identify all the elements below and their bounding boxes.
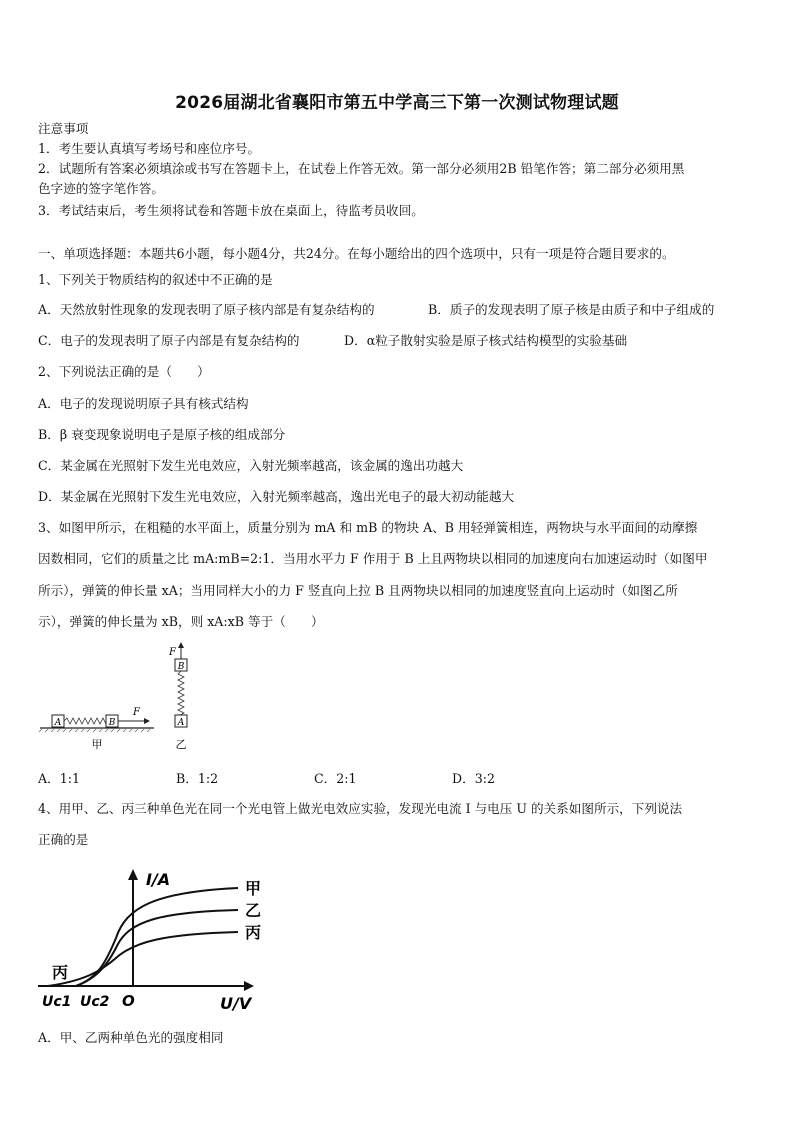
q3-option-c: C．2:1: [314, 771, 357, 786]
notice-item: 1．考生要认真填写考场号和座位序号。: [38, 141, 261, 156]
curve-label-bing-left: 丙: [52, 963, 69, 982]
curve-label-jia: 甲: [245, 879, 262, 898]
notice-item: 2．试题所有答案必须填涂或书写在答题卡上，在试卷上作答无效。第一部分必须用2B 铅笔作答；第二部分必须用黑: [38, 161, 685, 176]
question-1-stem: 1、下列关于物质结构的叙述中不正确的是: [38, 272, 273, 287]
photocurrent-graph: [38, 866, 278, 1016]
curve-label-bing: 丙: [245, 923, 262, 942]
question-4-line-2: 正确的是: [38, 832, 89, 847]
spring-horizontal: [64, 718, 109, 724]
figure-label-jia: 甲: [91, 738, 103, 751]
block-a-label: A: [54, 718, 62, 728]
question-4-line-1: 4、用甲、乙、丙三种单色光在同一个光电管上做光电效应实验，发现光电流 I 与电压 U 的关系如图所示，下列说法: [38, 801, 683, 816]
q1-option-b: B．质子的发现表明了原子核是由质子和中子组成的: [428, 302, 715, 317]
y-axis-arrow-icon: [128, 869, 138, 880]
q2-option-b: B．β 衰变现象说明电子是原子核的组成部分: [38, 427, 286, 442]
page-title: 2026届湖北省襄阳市第五中学高三下第一次测试物理试题: [175, 93, 619, 113]
q1-option-d: D．α粒子散射实验是原子核式结构模型的实验基础: [344, 333, 628, 348]
arrow-head-icon: [178, 642, 184, 648]
q1-option-a: A．天然放射性现象的发现表明了原子核内部是有复杂结构的: [38, 302, 375, 317]
uc1-label: Uc1: [42, 994, 72, 1010]
q2-option-c: C．某金属在光照射下发生光电效应，入射光频率越高，该金属的逸出功越大: [38, 458, 464, 473]
x-axis-label: U/V: [220, 994, 252, 1013]
question-3-line-2: 因数相同，它们的质量之比 mA:mB=2:1．当用水平力 F 作用于 B 上且两物块以相同的加速度向右加速运动时（如图甲: [38, 551, 708, 566]
curve-label-yi: 乙: [245, 901, 262, 920]
spring-blocks-figure: [36, 640, 166, 755]
q1-option-c: C．电子的发现表明了原子内部是有复杂结构的: [38, 333, 300, 348]
block-a-label: A: [177, 718, 185, 728]
q3-option-d: D．3:2: [452, 771, 495, 786]
figure-label-yi: 乙: [175, 738, 187, 751]
section-heading: 一、单项选择题：本题共6小题，每小题4分，共24分。在每小题给出的四个选项中，只有一项是符合题目要求的。: [38, 246, 675, 261]
x-axis-arrow-icon: [244, 981, 254, 991]
q3-option-b: B．1:2: [176, 771, 219, 786]
question-3-line-1: 3、如图甲所示，在粗糙的水平面上，质量分别为 mA 和 mB 的物块 A、B 用轻弹簧相连，两物块与水平面间的动摩擦: [38, 520, 698, 535]
notice-heading: 注意事项: [38, 121, 89, 136]
spring-blocks-figure-vertical: [164, 640, 198, 755]
curve-yi: [76, 910, 238, 986]
force-label-horizontal: F: [133, 707, 140, 718]
question-3-line-3: 所示），弹簧的伸长量 xA；当用同样大小的力 F 竖直向上拉 B 且两物块以相同的加速度竖直向上运动时（如图乙所: [38, 583, 678, 598]
q2-option-a: A．电子的发现说明原子具有核式结构: [38, 396, 249, 411]
question-3-line-4: 示），弹簧的伸长量为 xB，则 xA:xB 等于（ ）: [38, 614, 324, 629]
uc2-label: Uc2: [80, 994, 110, 1010]
origin-label: O: [122, 992, 135, 1010]
notice-item: 色字迹的签字笔作答。: [38, 181, 164, 196]
arrow-head-icon: [144, 718, 150, 724]
notice-item: 3．考试结束后，考生须将试卷和答题卡放在桌面上，待监考员收回。: [38, 203, 424, 218]
q4-option-a: A．甲、乙两种单色光的强度相同: [38, 1030, 224, 1045]
q2-option-d: D．某金属在光照射下发生光电效应，入射光频率越高，逸出光电子的最大初动能越大: [38, 489, 515, 504]
force-label-vertical: F: [169, 647, 176, 658]
ground-hatching: [39, 729, 150, 732]
block-b-label: B: [108, 718, 116, 728]
y-axis-label: I/A: [146, 870, 171, 889]
q3-option-a: A．1:1: [38, 771, 80, 786]
curve-bing: [48, 932, 238, 986]
question-2-stem: 2、下列说法正确的是（ ）: [38, 364, 210, 379]
block-b-label: B: [177, 662, 185, 672]
spring-vertical: [178, 671, 184, 722]
